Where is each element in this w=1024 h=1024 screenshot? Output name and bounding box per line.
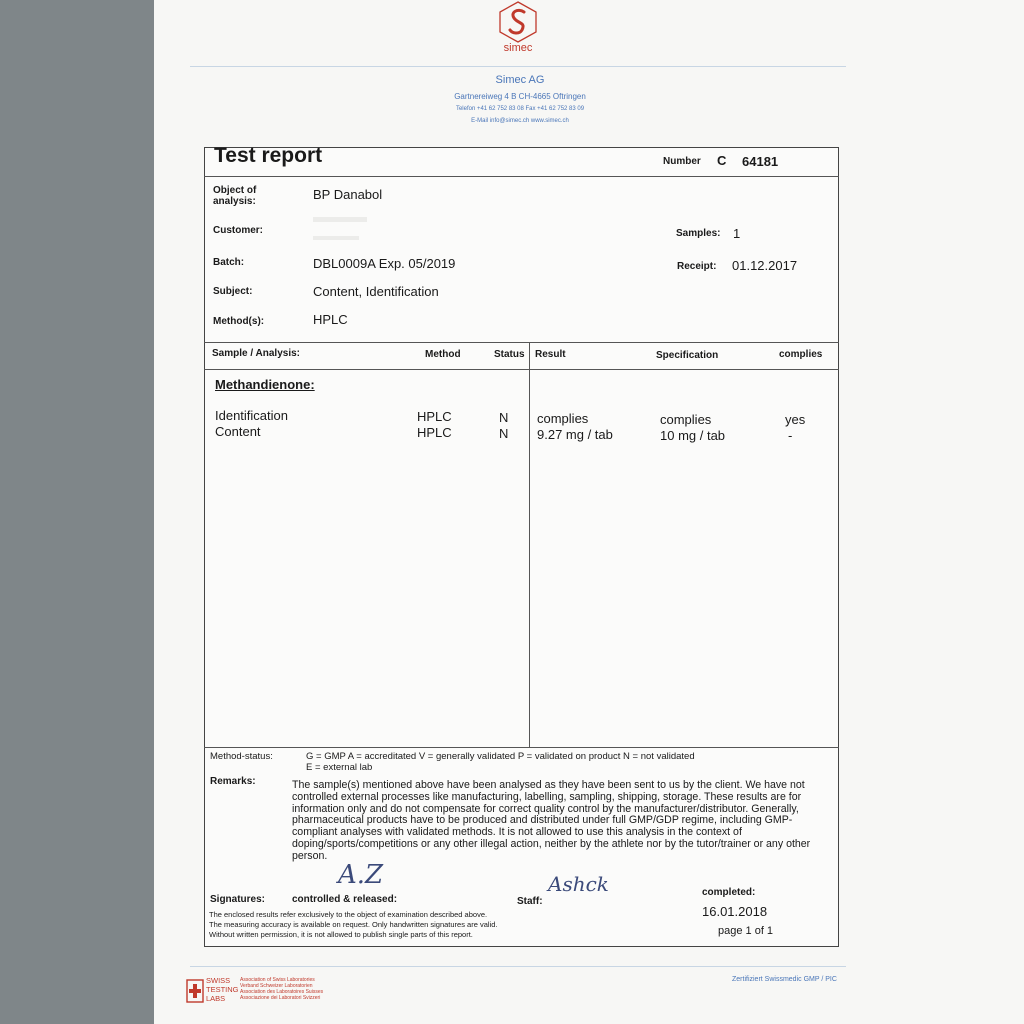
company-phone: Telefon +41 62 752 83 08 Fax +41 62 752 83 09 [455, 106, 585, 112]
divider-title [204, 176, 839, 177]
report-title: Test report [214, 144, 323, 167]
subject-label: Subject: [213, 286, 253, 297]
controlled-released-label: controlled & released: [292, 894, 398, 905]
header-method: Method [425, 349, 461, 360]
subject-value: Content, Identification [313, 284, 439, 299]
receipt-label: Receipt: [677, 261, 717, 272]
swiss-testing-labs-cross-icon [186, 974, 204, 1008]
divider-footer [204, 747, 839, 748]
row-2-analysis: Content [215, 424, 261, 439]
header-result: Result [535, 349, 566, 360]
swiss-line-2: TESTING [206, 985, 239, 994]
swiss-testing-labs-text [206, 976, 239, 1003]
row-2-method: HPLC [417, 425, 452, 440]
letterhead-divider [190, 66, 846, 67]
object-label: Object of analysis: [213, 185, 257, 207]
assoc-line-4: Associazione dei Laboratori Svizzeri [240, 995, 321, 1001]
swiss-line-3: LABS [206, 994, 226, 1003]
method-status-label: Method-status: [210, 751, 273, 762]
signatures-label: Signatures: [210, 894, 266, 905]
assoc-line-3: Association des Laboratoires Suisses [240, 989, 324, 995]
samples-label: Samples: [676, 228, 721, 239]
assoc-line-2: Verband Schweizer Laboratorien [240, 983, 313, 989]
row-1-analysis: Identification [215, 408, 288, 423]
remarks-label: Remarks: [210, 776, 256, 787]
method-status-line1: G = GMP A = accreditated V = generally validated P = validated on product N = not validated [306, 751, 695, 762]
company-email: E-Mail info@simec.ch www.simec.ch [471, 118, 569, 124]
swiss-line-1: SWISS [206, 976, 231, 985]
disclaimer-2: The measuring accuracy is available on request. Only handwritten signatures are valid. [209, 920, 498, 929]
simec-logo-icon [496, 0, 540, 44]
row-2-specification: 10 mg / tab [660, 428, 726, 443]
header-specification: Specification [656, 350, 719, 361]
header-complies: complies [779, 349, 823, 360]
samples-value: 1 [733, 226, 741, 241]
report-number: 64181 [742, 154, 779, 169]
customer-redacted [313, 217, 367, 222]
row-2-complies: - [788, 428, 793, 443]
method-status-line2: E = external lab [306, 762, 373, 773]
row-2-result: 9.27 mg / tab [537, 427, 613, 442]
customer-redacted-2 [313, 236, 359, 240]
batch-value: DBL0009A Exp. 05/2019 [313, 256, 456, 271]
remarks-text: The sample(s) mentioned above have been analysed as they have been sent to us by the client. We have not controlled external processes like manufacturing, labelling, sampling, shipping, storage. These results are for information only and do not compensate for correct quality control by the manufacturer/distributor. Generally, pharmaceutical products have to be produced and distributed under full GMP/GDP regime, including GMP-compliant analyses with validated methods. It is not allowed to use this analysis in the context of doping/sports/competitions or any other illegal action, neither by the athlete nor by the tutor/trainer or any other person. [292, 779, 811, 862]
divider-info [204, 342, 839, 343]
certification-text: Zertifiziert Swissmedic GMP / PIC [732, 976, 837, 983]
row-1-status: N [499, 410, 509, 425]
row-1-method: HPLC [417, 409, 452, 424]
signature-staff: Ashck [548, 872, 609, 896]
row-1-result: complies [537, 411, 589, 426]
methods-label: Method(s): [213, 316, 265, 327]
row-1-specification: complies [660, 412, 712, 427]
customer-label: Customer: [213, 225, 264, 236]
disclaimer-1: The enclosed results refer exclusively to the object of examination described above. [209, 910, 488, 919]
page-number: page 1 of 1 [718, 925, 774, 937]
object-value: BP Danabol [313, 187, 383, 202]
receipt-value: 01.12.2017 [732, 258, 798, 273]
logo-text: simec [503, 42, 533, 54]
divider-table-header [204, 369, 839, 370]
completed-date: 16.01.2018 [702, 904, 768, 919]
completed-label: completed: [702, 887, 756, 898]
bottom-divider [190, 966, 846, 967]
row-2-status: N [499, 426, 509, 441]
signature-controlled: A.Z [338, 860, 384, 890]
assoc-line-1: Association of Swiss Laboratories [240, 977, 315, 983]
number-label: Number [663, 156, 701, 167]
row-1-complies: yes [785, 412, 806, 427]
staff-label: Staff: [517, 896, 543, 907]
association-text [240, 977, 323, 1001]
methods-value: HPLC [313, 312, 348, 327]
divider-result-column [529, 342, 530, 747]
number-prefix: C [717, 153, 727, 168]
header-status: Status [494, 349, 525, 360]
company-street: Gartnereiweg 4 B CH-4665 Oftringen [454, 92, 586, 101]
disclaimer-3: Without written permission, it is not allowed to publish single parts of this report. [209, 930, 473, 939]
company-name: Simec AG [495, 74, 545, 86]
header-sample: Sample / Analysis: [212, 348, 300, 359]
left-gray-margin [0, 0, 154, 1024]
batch-label: Batch: [213, 257, 245, 268]
substance-name: Methandienone: [215, 377, 315, 392]
